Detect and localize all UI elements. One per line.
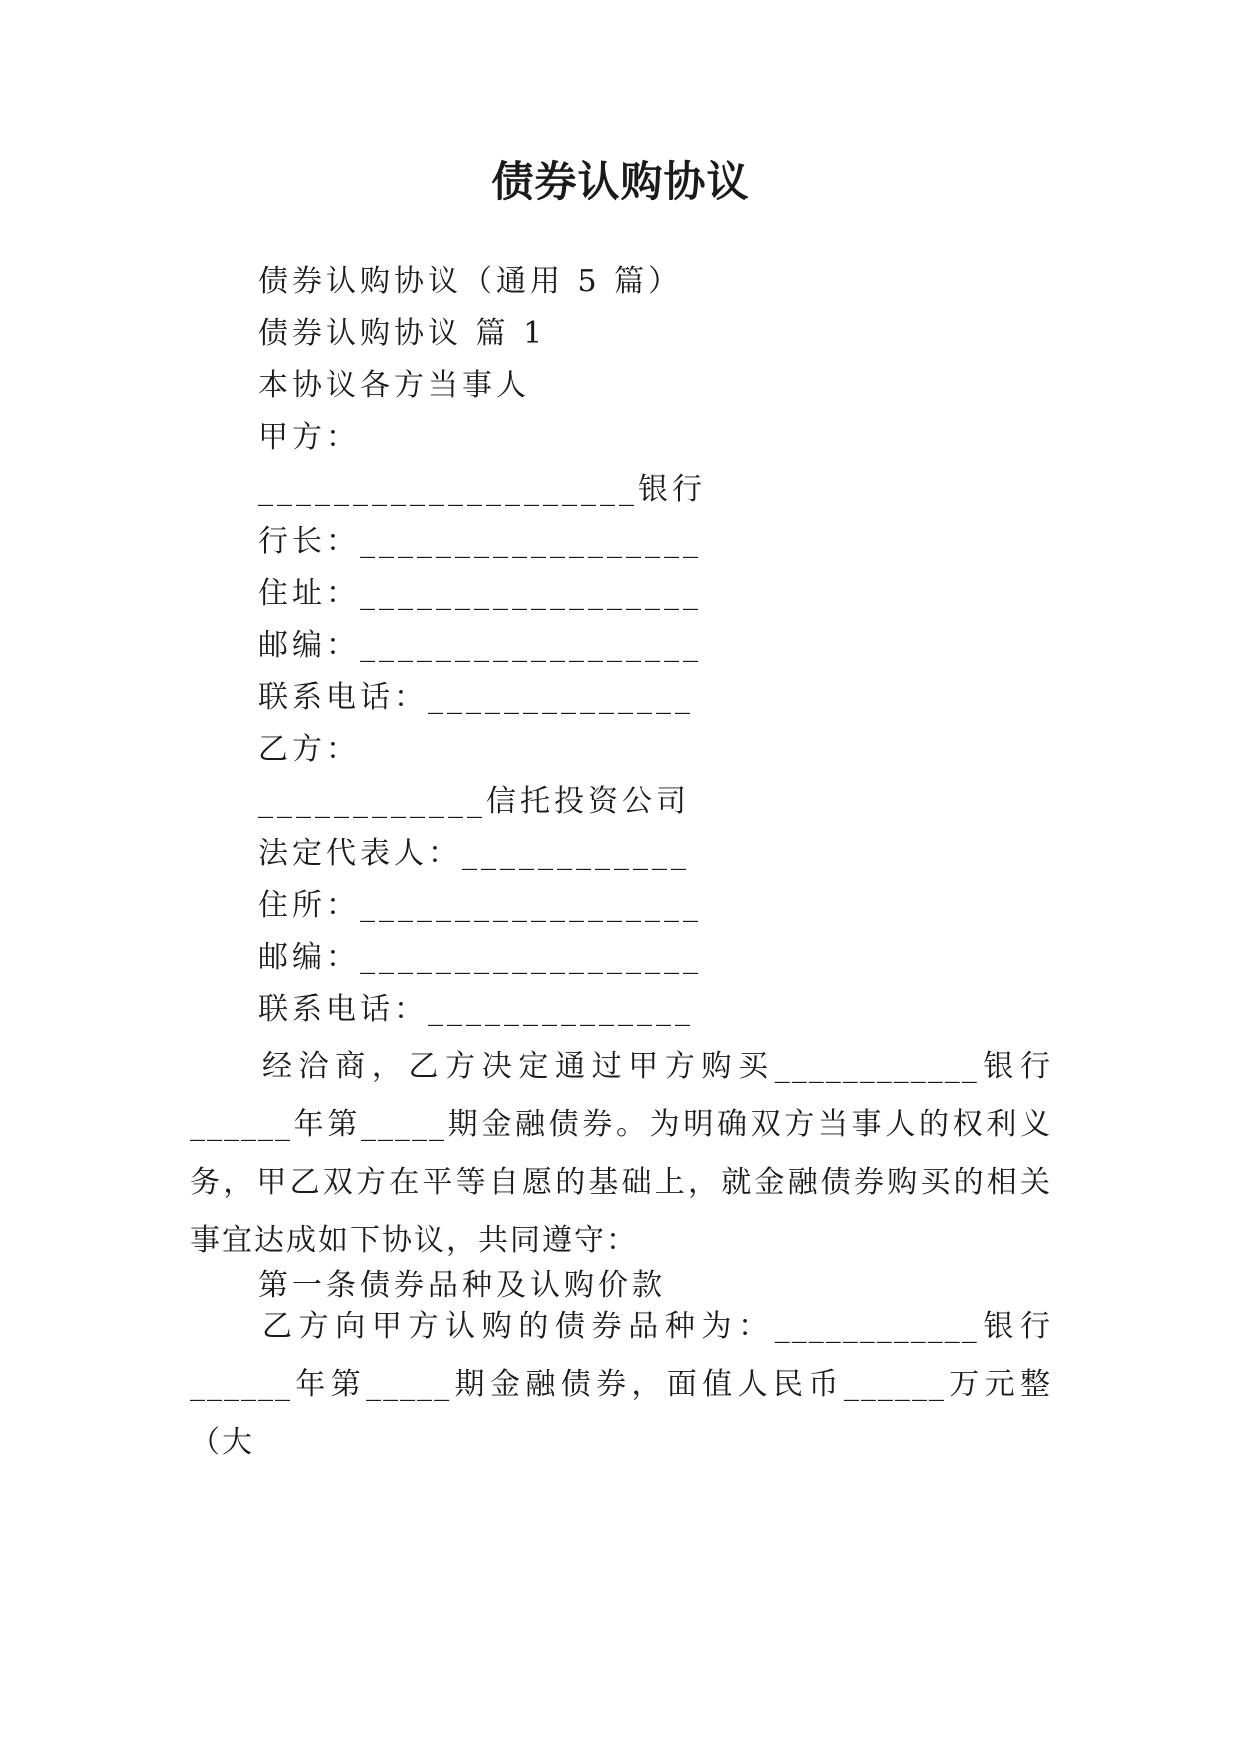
negotiation-paragraph: 经洽商，乙方决定通过甲方购买____________银行______年第_____期金融债券。为明确双方当事人的权利义务，甲乙双方在平等自愿的基础上，就金融债券购买的相关事宜达成如下协议，共同遵守： — [190, 1049, 1052, 1258]
article-1-paragraph: 乙方向甲方认购的债券品种为：____________银行______年第_____期金融债券，面值人民币______万元整（大 — [190, 1309, 1052, 1460]
party-a-address-field: 住址：__________________ — [258, 576, 702, 611]
party-a-postcode-field: 邮编：__________________ — [258, 628, 702, 663]
party-a-president-field: 行长：__________________ — [258, 524, 702, 559]
parties-heading: 本协议各方当事人 — [258, 368, 530, 403]
party-b-company-field: ____________信托投资公司 — [258, 784, 690, 819]
party-b-representative-field: 法定代表人：____________ — [258, 836, 690, 871]
subtitle-line: 债券认购协议（通用 5 篇） — [258, 264, 683, 299]
article-1-heading: 第一条债券品种及认购价款 — [258, 1268, 666, 1303]
party-a-bank-field: ____________________银行 — [258, 472, 706, 507]
party-a-label: 甲方： — [258, 420, 360, 455]
party-b-label: 乙方： — [258, 732, 360, 767]
party-b-postcode-field: 邮编：__________________ — [258, 940, 702, 975]
party-a-phone-field: 联系电话：______________ — [258, 680, 694, 715]
section-heading: 债券认购协议 篇 1 — [258, 316, 547, 351]
party-b-residence-field: 住所：__________________ — [258, 888, 702, 923]
party-b-phone-field: 联系电话：______________ — [258, 992, 694, 1027]
document-title: 债券认购协议 — [491, 157, 750, 206]
